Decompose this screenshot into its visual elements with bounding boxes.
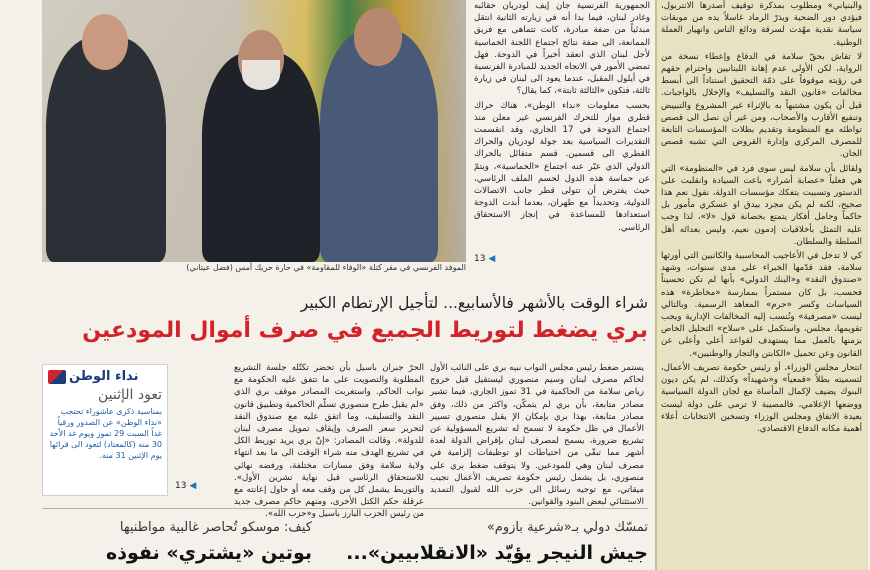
paragraph: يستمر ضغط رئيس مجلس النواب نبيه بري على النائب الأول لحاكم مصرف لبنان وسيم منصوري ليستقيل قبل خروج رياض سلامة من الحاكمية في 31 تموز الجاري، فيما تشير مصادر متابعة، بأن بري لم يتمكّن، واكثر من ذلك، وفق مصادر متابعة، بهذا بري بإمكان الإ يقبل منصوري تسيير الأعمال في ظل حكومة لا تسمح له تشريع المسؤولية عن تشريع ضرورة، يسمح لمصرف لبنان بإقراض الدولة لعدة أشهر مما تبقّى من احتياطات او توظيفات إلزامية في مصرف لبنان وهي للمودعين. ولا يتوقف ضغط بري على منصوري، بل يشمل رئيس حكومة تصريف الأعمال نجيب ميقاتي، مع توجيه رسائل الى حزب الله لقبول التمديد الاستثنائي لبعض البنود والقوانين.	[430, 363, 644, 508]
lead-column-b	[234, 362, 424, 520]
lead-kicker: شراء الوقت بالأشهر فالأسابيع... لتأجيل الإرتطام الكبير	[300, 294, 648, 312]
bottom-left-kicker: كيف: موسكو تُحاصر غالبية مواطنيها	[119, 520, 312, 535]
promo-body: بمناسبة ذكرى عاشوراء تحتجب «نداء الوطن» عن الصدور ورقياً غداً السبت 29 تموز ويوم غد الأحد 30 منه (كالمعتاد) لتعود الى قرائها يوم الإثنين 31 منه.	[49, 407, 162, 460]
person-head	[354, 8, 402, 66]
lead-headline[interactable]: بري يضغط لتوريط الجميع في صرف أموال المودعين	[82, 318, 648, 343]
paragraph: بحسب معلومات «نداء الوطن»، هناك حراك قطري مواز للتحرك الفرنسي غير معلن منذ اجتماع الدوحة في 17 الجاري، وقد انقسمت التقديرات السياسية بعد جولة لودريان والحراك القطري الى قسمين. قسم متفائل بالحراك الدولي الذي عبّر عنه اجتماع «الخماسية»، ويتمّ عن حماسة هذه الدول لحسم الملف الرئاسي، حيث يفترض أن تتولى قطر جانب الاتصالات الدولية، وتحديداً مع طهران، بعدما أبدت الدوحة استعدادها للمساعدة في إنجاز الاستحقاق الرئاسي.	[474, 100, 650, 233]
paragraph: الجمهورية الفرنسية جان إيف لودريان حقائبه وغادر لبنان، فيما بدا أنه في زيارته الثانية انتقل مبدئياً من ضفة مبادرة، كانت تتماهى مع فريق الممانعة، الى ضفة نتائج اجتماع اللجنة الخماسية لأجل لبنان الذي انعقد أخيراً في الدوحة. فهل تمضي الأمور في الاتجاه الجديد للمبادرة الفرنسية في أيلول المقبل، عندما يعود الى لبنان في زيارة ثالثة، فتكون «الثالثة ثابتة»، كما يقال؟	[474, 1, 650, 97]
continued-page-ref[interactable]	[175, 481, 196, 491]
page-number: 13	[175, 481, 187, 491]
flag-icon	[48, 370, 66, 384]
middle-article-column	[474, 0, 650, 262]
lead-column-a	[430, 362, 644, 508]
promo-box	[42, 364, 168, 496]
paragraph: ولقائل بأن سلامة ليس سوى فرد في «المنظومة» التي هي فعلياً «عصابة أشرار» باعت السيادة وانقلبت على الدستور وتسببت بتفكك مؤسسات الدولة، نقول نعم هذا صحيح، لكنه لم يكن مجرد بيدق او عسكري مأمور بل حاكماً وحامل أفكار يتمتع بحصانة قول «لا»، لذا وجب عليه التمثل بأخلاقيات إدمون نعيم، وليس بعدائه أهل السلطة والسلطان.	[661, 163, 862, 247]
right-opinion-column	[655, 0, 868, 570]
photo-caption: الموفد الفرنسي في مقر كتلة «الوفاء للمقاومة» في حارة حريك أمس (فضل عيتاني)	[186, 263, 466, 272]
news-photo	[42, 0, 466, 262]
page-number: 13	[474, 254, 486, 264]
paragraph: لا تقاش بحقّ سلامة في الدفاع وإعطاء نسخة من الرواية، لكن الأولى عدم إهانة اللبنانيين واحترام حقهم في رؤيته موقوفاً على ذمّة التحقيق استناداً الى أبسط مخالفات «قانون النقد والتسليف» والإخلال بالواجبات. قبل أن يكون مشتبهاً به بالإثراء غير المشروع والتبييض وتنفيع الأقارب والأصحاب، ومن غير أن نصل الى قصص تواطئه مع المنظومة وتقديم بطلات المؤسسات التابعة للمصرف المركزي وإدارة القروض التي تشبه قصص الجان.	[661, 51, 862, 160]
person-figure	[46, 37, 166, 262]
triangle-arrow-icon: ◀	[189, 481, 197, 491]
paragraph: والبنياني» ومطلوب بمذكرة توقيف أصدرها الانتربول، فيؤدي دور الضحية ويذرّ الرماد غاسلاً يده من موبقات سياسة نقدية مهّدت لسرقة ودائع الناس وانهيار العملة الوطنية.	[661, 1, 862, 48]
bottom-right-kicker: تمسّك دولي بـ«شرعية بازوم»	[486, 520, 648, 535]
paragraph: انتحار مجلس الوزراء، أو رئيس حكومة تصريف الأعمال، لتسميته بطلاً «قمعياً» و«شهيداً» وكذلك، لم يكن ديون البنوك يضيف لإكمال المأساة مع لجان الدولة السياسية ووضعها الإعلامي، فالمصيبة لا ترمى على دولة ليست بعيدة الاتفاق ومجلس الوزراء وتسخين الانتخابات أعلاء أهمية مكانه الدفاع الاقتصادي.	[661, 362, 862, 434]
section-divider	[42, 508, 648, 509]
person-beard	[242, 60, 280, 90]
triangle-arrow-icon: ◀	[488, 254, 496, 264]
brand-logo	[48, 369, 162, 384]
paragraph: كي لا تدخل في الأعاجيب المحاسبية والكاتبين التي أورثها سلامة، فقد قدّمها الخبراء على مدى سنوات، وشهد «صندوق النقد» و«البنك الدولي» بأنها لم تكن تحسيناً فحسب، بل كان مستمراً بممارسة «مخاطرة» هذه السياسات وكسر «حرم» المعاهد الرسمية. وبالتالي ليست «مصرفية» وتُنسب إليه المخالفات الإدارية ويجب تقويمها، مجلس، واستكمل على «سلاح» التحليل الخاص بزمنها بالعمل مما يستهدف لقواعد أعلى وأعلى عن القانون وعن تحميل «الكابتن والتجار والوطنيين».	[661, 251, 862, 359]
person-head	[82, 14, 128, 70]
column-rule	[655, 0, 657, 570]
promo-title: تعود الإثنين	[98, 387, 162, 403]
bottom-right-headline[interactable]: جيش النيجر يؤيّد «الانقلابيين»...	[346, 542, 648, 564]
paragraph: الحرّ جبران باسيل بأن تحضر تكتّله جلسة التشريع المطلوبة والتصويت على ما تتفق عليه الحكومة مع نواب الحاكم. واستغربت المصادر موقف بري الذي «لم يقبل طرح منصوري تسلّم الحاكمية وتطبيق قانون النقد والتسليف، وما اتفق عليه مع صندوق النقد لتحرير سعر الصرف وإيقاف تمويل مصرف لبنان للدولة». وقالت المصادر: «إنّ بري يريد توريط الكل في تشريع الهدف منه شراء الوقت الى ما بعد انتهاء ولاية سلامة وفق مسارات مختلفة، ورفضه نهائي للاستحقاق الرئاسي قبل نهاية تشرين الأول». والتوريط يشمل كل من وقف معه أو حاول إعانته مع عرقلة حكم الكتل الأخرى، ومنهم حاكم مصرف جديد من رئيس الحزب البارز باسيل و«حزب الله».	[234, 363, 424, 520]
bottom-left-headline[interactable]: بوتين «يشتري» نفوذه	[106, 542, 312, 564]
brand-name: نداء الوطن	[69, 369, 139, 384]
continued-page-ref[interactable]	[474, 254, 495, 264]
